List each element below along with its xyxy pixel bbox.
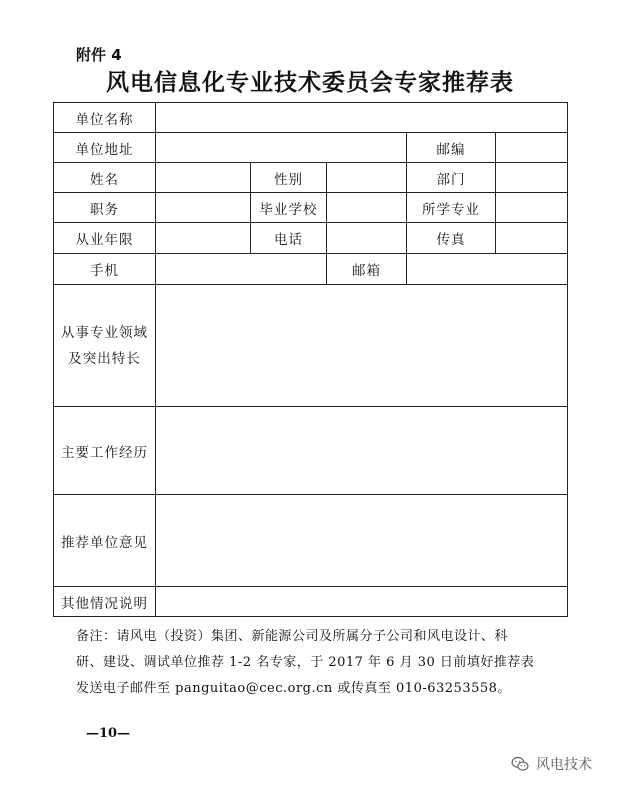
- years-field[interactable]: [156, 223, 251, 254]
- label-major: 所学专业: [407, 193, 496, 223]
- label-position: 职务: [54, 193, 156, 223]
- page-title: 风电信息化专业技术委员会专家推荐表: [106, 69, 514, 96]
- email-field[interactable]: [407, 254, 568, 285]
- wechat-icon: [510, 754, 530, 774]
- graduated-school-field[interactable]: [327, 193, 407, 223]
- watermark-text: 风电技术: [536, 757, 592, 773]
- label-graduated-school: 毕业学校: [251, 193, 327, 223]
- label-name: 姓名: [54, 163, 156, 193]
- note-line-1: 备注：请风电（投资）集团、新能源公司及所属分子公司和风电设计、科: [76, 629, 509, 644]
- experience-area[interactable]: [156, 407, 568, 495]
- remark-note: [76, 624, 576, 702]
- label-email: 邮箱: [327, 254, 407, 285]
- label-other-notes: 其他情况说明: [54, 587, 156, 617]
- unit-name-field[interactable]: [156, 103, 568, 133]
- name-field[interactable]: [156, 163, 251, 193]
- label-experience: 主要工作经历: [54, 407, 156, 495]
- label-field-line1: 从事专业领域: [61, 324, 148, 341]
- label-mobile: 手机: [54, 254, 156, 285]
- label-unit-name: 单位名称: [54, 103, 156, 133]
- label-department: 部门: [407, 163, 496, 193]
- label-unit-address: 单位地址: [54, 133, 156, 163]
- label-postcode: 邮编: [407, 133, 496, 163]
- label-fax: 传真: [407, 223, 496, 254]
- watermark: [510, 754, 592, 774]
- postcode-field[interactable]: [496, 133, 568, 163]
- field-specialty-area[interactable]: [156, 285, 568, 407]
- label-years: 从业年限: [54, 223, 156, 254]
- recommendation-form: [53, 102, 568, 617]
- label-recommend-opinion: 推荐单位意见: [54, 495, 156, 587]
- other-notes-area[interactable]: [156, 587, 568, 617]
- phone-field[interactable]: [327, 223, 407, 254]
- department-field[interactable]: [496, 163, 568, 193]
- gender-field[interactable]: [327, 163, 407, 193]
- major-field[interactable]: [496, 193, 568, 223]
- recommend-opinion-area[interactable]: [156, 495, 568, 587]
- fax-field[interactable]: [496, 223, 568, 254]
- label-gender: 性别: [251, 163, 327, 193]
- position-field[interactable]: [156, 193, 251, 223]
- page-number: —10—: [86, 726, 131, 741]
- label-field-specialty: [54, 285, 156, 407]
- note-line-2: 研、建设、调试单位推荐 1-2 名专家，于 2017 年 6 月 30 日前填好推荐表: [76, 655, 535, 670]
- note-line-3: 发送电子邮件至 panguitao@cec.org.cn 或传真至 010-63253558。: [76, 681, 511, 696]
- mobile-field[interactable]: [156, 254, 327, 285]
- label-field-line2: 及突出特长: [68, 350, 141, 367]
- unit-address-field[interactable]: [156, 133, 407, 163]
- attachment-label: 附件 4: [76, 46, 122, 64]
- label-phone: 电话: [251, 223, 327, 254]
